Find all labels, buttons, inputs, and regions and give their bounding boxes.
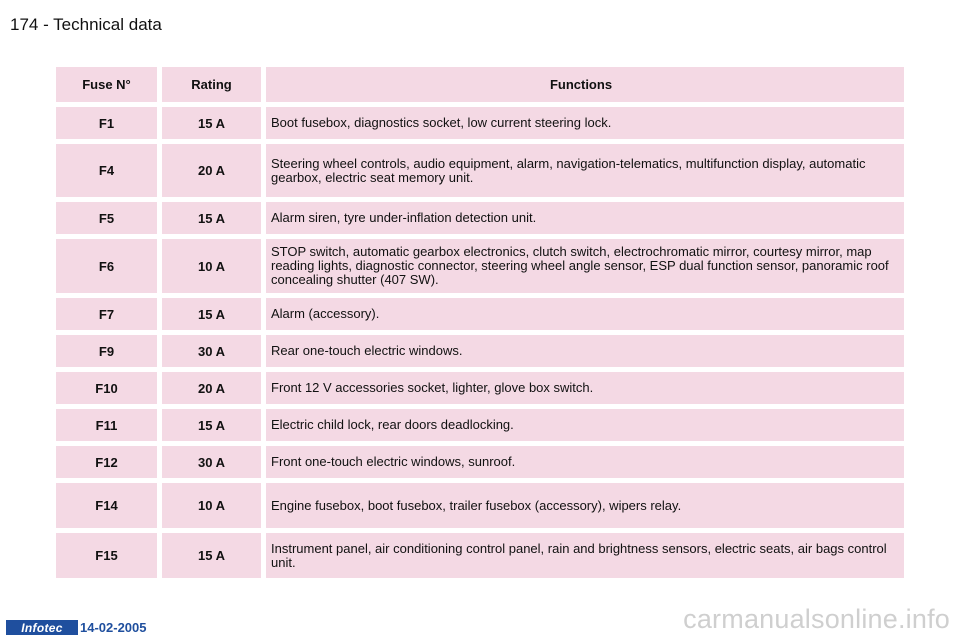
fuse-functions: Electric child lock, rear doors deadlocking. — [266, 409, 904, 441]
fuse-rating: 10 A — [162, 483, 261, 528]
infotec-logo-text: Infotec — [21, 620, 63, 635]
fuse-rating: 30 A — [162, 446, 261, 478]
fuse-rating: 10 A — [162, 239, 261, 293]
fuse-number: F12 — [56, 446, 157, 478]
fuse-functions: Engine fusebox, boot fusebox, trailer fusebox (accessory), wipers relay. — [266, 483, 904, 528]
table-row — [56, 483, 904, 528]
fuse-number: F9 — [56, 335, 157, 367]
fuse-number: F10 — [56, 372, 157, 404]
fuse-rating: 20 A — [162, 144, 261, 197]
fuse-rating: 30 A — [162, 335, 261, 367]
site-watermark: carmanualsonline.info — [683, 604, 950, 634]
page-title: 174 - Technical data — [10, 15, 162, 34]
table-row — [56, 298, 904, 330]
fuse-functions: Alarm siren, tyre under-inflation detection unit. — [266, 202, 904, 234]
table-row — [56, 144, 904, 197]
fuse-functions: Instrument panel, air conditioning control panel, rain and brightness sensors, electric seats, air bags control unit. — [266, 533, 904, 578]
table-row — [56, 335, 904, 367]
table-row — [56, 107, 904, 139]
fuse-number: F1 — [56, 107, 157, 139]
fuse-functions: Steering wheel controls, audio equipment, alarm, navigation-telematics, multifunction display, automatic gearbox, electric seat memory unit. — [266, 144, 904, 197]
table-row — [56, 533, 904, 578]
column-header-functions: Functions — [266, 67, 904, 102]
fuse-number: F14 — [56, 483, 157, 528]
fuse-table — [56, 67, 904, 583]
fuse-functions: Front one-touch electric windows, sunroof. — [266, 446, 904, 478]
fuse-number: F4 — [56, 144, 157, 197]
infotec-logo — [6, 620, 78, 635]
fuse-functions: STOP switch, automatic gearbox electronics, clutch switch, electrochromatic mirror, courtesy mirror, map reading lights, diagnostic connector, steering wheel angle sensor, ESP dual function sensor, panoramic roof concealing shutter (407 SW). — [266, 239, 904, 293]
fuse-rating: 20 A — [162, 372, 261, 404]
print-date: 14-02-2005 — [80, 620, 147, 635]
fuse-functions: Front 12 V accessories socket, lighter, glove box switch. — [266, 372, 904, 404]
table-header-row — [56, 67, 904, 102]
fuse-number: F5 — [56, 202, 157, 234]
fuse-functions: Rear one-touch electric windows. — [266, 335, 904, 367]
fuse-rating: 15 A — [162, 409, 261, 441]
fuse-rating: 15 A — [162, 533, 261, 578]
fuse-number: F15 — [56, 533, 157, 578]
fuse-number: F11 — [56, 409, 157, 441]
fuse-number: F6 — [56, 239, 157, 293]
table-row — [56, 202, 904, 234]
table-row — [56, 372, 904, 404]
table-row — [56, 409, 904, 441]
column-header-rating: Rating — [162, 67, 261, 102]
fuse-number: F7 — [56, 298, 157, 330]
table-row — [56, 239, 904, 293]
fuse-rating: 15 A — [162, 202, 261, 234]
fuse-functions: Alarm (accessory). — [266, 298, 904, 330]
fuse-rating: 15 A — [162, 107, 261, 139]
fuse-functions: Boot fusebox, diagnostics socket, low current steering lock. — [266, 107, 904, 139]
column-header-fuse: Fuse N° — [56, 67, 157, 102]
fuse-rating: 15 A — [162, 298, 261, 330]
table-row — [56, 446, 904, 478]
